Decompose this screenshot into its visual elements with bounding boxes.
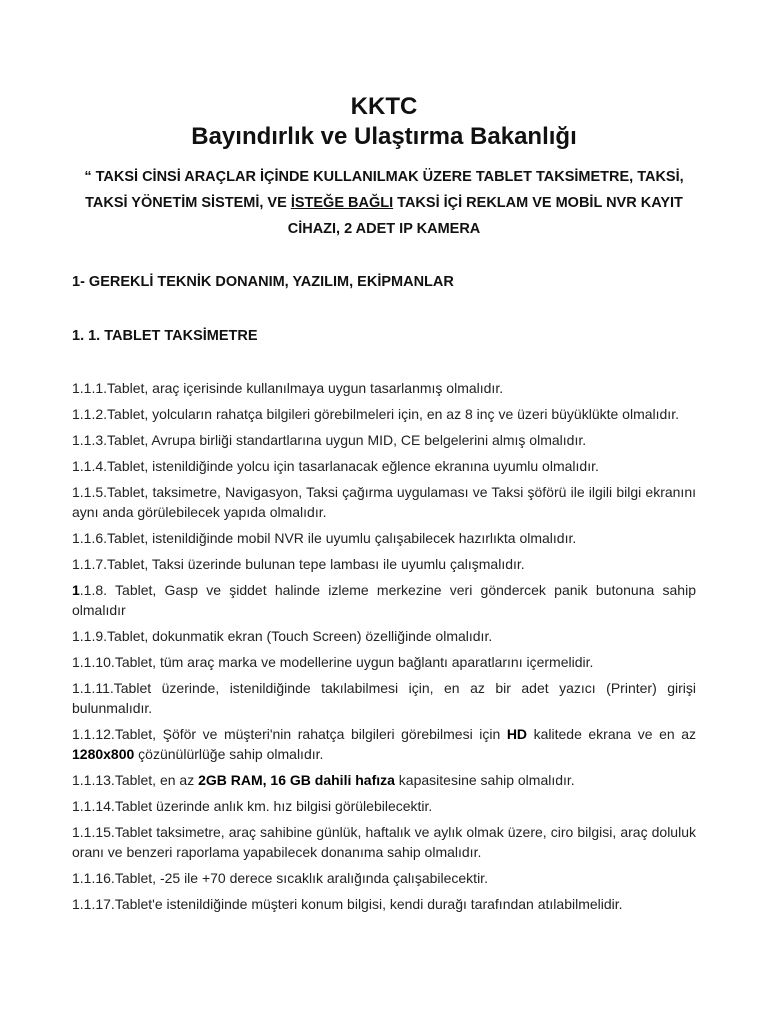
- header-kktc: KKTC: [350, 93, 418, 120]
- list-item: 1.1.3.Tablet, Avrupa birliği standartlarına uygun MID, CE belgelerini almış olmalıdır.: [72, 432, 587, 448]
- subject-part1: “ TAKSİ CİNSİ ARAÇLAR İÇİNDE KULLANILMAK ÜZERE TABLET TAKSİMETRE, TAKSİ, TAKSİ YÖNETİM SİSTEMİ, VE: [84, 169, 684, 211]
- list-item: 1.1.8. Tablet, Gasp ve şiddet halinde izleme merkezine veri göndercek panik butonuna sahip olmalıdır: [72, 582, 696, 618]
- list-item: 1.1.12.Tablet, Şöför ve müşteri'nin rahatça bilgileri görebilmesi için HD kalitede ekrana ve en az 1280x800 çözünülürlüğe sahip olmalıdır.: [72, 726, 696, 762]
- list-item: 1.1.2.Tablet, yolcuların rahatça bilgileri görebilmeleri için, en az 8 inç ve üzeri büyüklükte olmalıdır.: [72, 406, 679, 422]
- list-item: 1.1.5.Tablet, taksimetre, Navigasyon, Taksi çağırma uygulaması ve Taksi şöförü ile ilgili bilgi ekranını aynı anda görülebilecek yapıda olmalıdır.: [72, 484, 696, 520]
- list-item: 1.1.13.Tablet, en az 2GB RAM, 16 GB dahili hafıza kapasitesine sahip olmalıdır.: [72, 772, 575, 788]
- subject-underlined: İSTEĞE BAĞLI: [290, 195, 394, 211]
- section-heading-1: 1- GEREKLİ TEKNİK DONANIM, YAZILIM, EKİPMANLAR: [72, 274, 454, 290]
- list-item: 1.1.4.Tablet, istenildiğinde yolcu için tasarlanacak eğlence ekranına uyumlu olmalıdır.: [72, 458, 599, 474]
- list-item: 1.1.14.Tablet üzerinde anlık km. hız bilgisi görülebilecektir.: [72, 798, 433, 814]
- list-item: 1.1.15.Tablet taksimetre, araç sahibine günlük, haftalık ve aylık olmak üzere, ciro bilgisi, araç doluluk oranı ve benzeri raporlama yapabilecek donanıma sahip olmalıdır.: [72, 824, 696, 860]
- list-item: 1.1.6.Tablet, istenildiğinde mobil NVR ile uyumlu çalışabilecek hazırlıkta olmalıdır.: [72, 530, 577, 546]
- item-list: [72, 378, 696, 920]
- list-item: 1.1.9.Tablet, dokunmatik ekran (Touch Screen) özelliğinde olmalıdır.: [72, 628, 493, 644]
- subject-part2: TAKSİ İÇİ REKLAM VE MOBİL NVR KAYIT CİHAZI, 2 ADET IP KAMERA: [287, 195, 683, 237]
- list-item: 1.1.1.Tablet, araç içerisinde kullanılmaya uygun tasarlanmış olmalıdır.: [72, 380, 504, 396]
- list-item: 1.1.10.Tablet, tüm araç marka ve modellerine uygun bağlantı aparatlarını içermelidir.: [72, 654, 594, 670]
- document-subject: [72, 164, 696, 242]
- list-item: 1.1.7.Tablet, Taksi üzerinde bulunan tepe lambası ile uyumlu çalışmalıdır.: [72, 556, 525, 572]
- list-item: 1.1.16.Tablet, -25 ile +70 derece sıcaklık aralığında çalışabilecektir.: [72, 870, 488, 886]
- list-item: 1.1.11.Tablet üzerinde, istenildiğinde takılabilmesi için, en az bir adet yazıcı (Printer) girişi bulunmalıdır.: [72, 680, 696, 716]
- list-item: 1.1.17.Tablet'e istenildiğinde müşteri konum bilgisi, kendi durağı tarafından atılabilmelidir.: [72, 896, 623, 912]
- header-ministry: Bayındırlık ve Ulaştırma Bakanlığı: [191, 123, 577, 150]
- section-heading-1-1: 1. 1. TABLET TAKSİMETRE: [72, 328, 258, 344]
